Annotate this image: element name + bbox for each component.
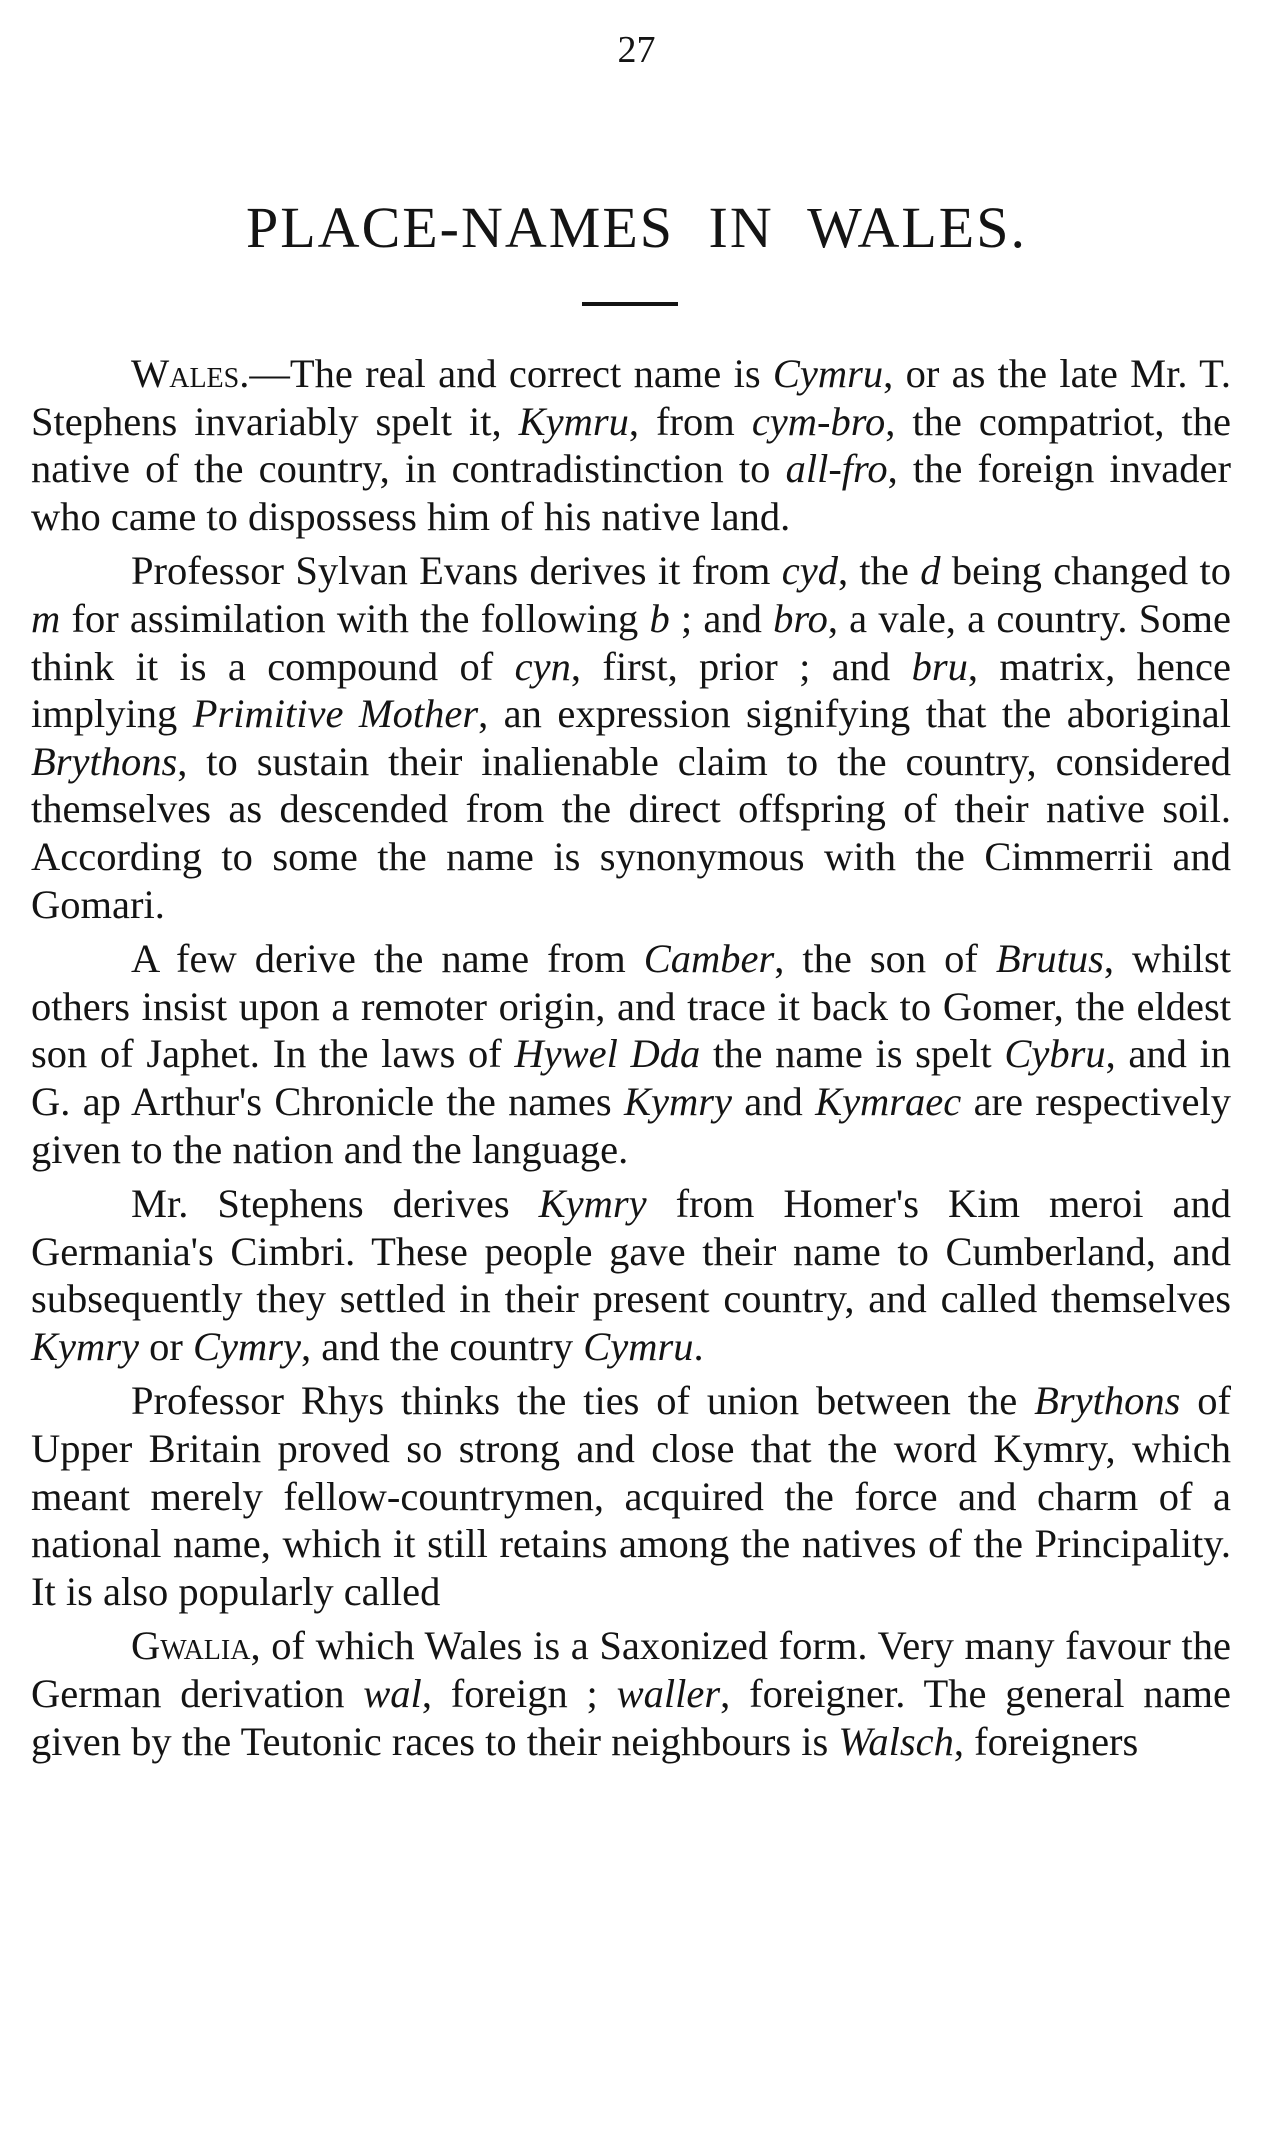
text-run: , foreigner. The general name given by the Teutonic races to their neighbours is <box>31 1671 1231 1764</box>
text-run: , first, prior ; and <box>570 643 912 689</box>
text-run: , foreigners <box>953 1718 1139 1764</box>
italic-term: b <box>649 595 670 641</box>
italic-term: Kymry <box>538 1181 647 1227</box>
text-run: , the <box>837 548 921 594</box>
text-run: of Upper Britain proved so strong and close that the word Kymry, which meant merely fellow-countrymen, acquired the force and charm of a national name, which it still retains among the natives of the Principality. It is also popularly called <box>31 1378 1231 1614</box>
paragraph <box>31 1622 1231 1765</box>
italic-term: bro <box>773 595 828 641</box>
text-run: are respectively given to the nation and the language. <box>31 1078 1231 1172</box>
paragraph <box>31 547 1231 928</box>
text-run: Professor Rhys thinks the ties of union between the <box>131 1378 1035 1424</box>
text-run: for assimilation with the following <box>60 595 650 641</box>
text-run: , a vale, a country. Some think it is a compound of <box>31 595 1231 689</box>
text-run: A few derive the name from <box>131 936 644 982</box>
italic-term: m <box>31 595 61 641</box>
text-run: being changed to <box>940 548 1231 594</box>
italic-term: bru <box>911 643 968 689</box>
text-run: , whilst others insist upon a remoter origin, and trace it back to Gomer, the eldest son of Japhet. In the laws of <box>31 936 1232 1077</box>
italic-term: Brutus <box>995 936 1104 982</box>
italic-term: Brythons <box>31 738 178 784</box>
italic-term: Walsch <box>838 1718 954 1764</box>
text-run: the name is spelt <box>700 1031 1005 1077</box>
text-run: ; and <box>669 595 774 641</box>
text-run: . <box>693 1323 704 1369</box>
italic-term: Cymru <box>772 351 884 396</box>
text-run: , the son of <box>774 936 996 982</box>
text-run: from Homer's Kim meroi and Germania's Cimbri. These people gave their name to Cumberland, and subsequently they settled in their present country, and called themselves <box>31 1181 1231 1322</box>
italic-term: Cymru <box>583 1323 694 1369</box>
paragraph <box>31 1377 1231 1615</box>
italic-term: Cybru <box>1004 1031 1106 1077</box>
italic-term: wal <box>363 1671 422 1717</box>
text-run: Mr. Stephens derives <box>131 1181 539 1227</box>
text-run: , and the country <box>300 1323 584 1369</box>
text-run: , the compatriot, the native of the country, in contradistinction to <box>31 398 1231 492</box>
italic-term: Hywel Dda <box>514 1031 701 1077</box>
text-run: and <box>731 1078 816 1124</box>
italic-term: all-fro <box>785 446 888 492</box>
italic-term: Kymraec <box>815 1078 962 1124</box>
italic-term: Kymru <box>518 398 629 444</box>
text-run: , of which Wales is a Saxonized form. Very many favour the German derivation <box>31 1623 1231 1717</box>
text-run: , or as the late Mr. T. Stephens invariably spelt it, <box>31 351 1231 444</box>
paragraph <box>31 350 1231 540</box>
text-run: , from <box>628 398 752 444</box>
italic-term: Camber <box>643 936 775 982</box>
italic-term: cym-bro <box>751 398 886 444</box>
italic-term: Kymry <box>31 1323 139 1369</box>
italic-term: Kymry <box>623 1078 732 1124</box>
italic-term: Primitive Mother <box>192 691 479 737</box>
italic-term: Brythons <box>1034 1378 1181 1424</box>
title-rule <box>582 302 678 306</box>
text-run: , the foreign invader who came to dispossess him of his native land. <box>31 446 1231 539</box>
page-title: PLACE-NAMES IN WALES. <box>246 195 1027 260</box>
italic-term: d <box>920 548 941 594</box>
text-run: , foreign ; <box>421 1671 617 1717</box>
italic-term: waller <box>616 1671 721 1717</box>
paragraph <box>31 1180 1231 1370</box>
text-run: .—The real and correct name is <box>239 351 773 396</box>
italic-term: cyd <box>781 548 838 594</box>
text-run: , and in G. ap Arthur's Chronicle the names <box>31 1031 1232 1124</box>
body-text <box>31 350 1231 1765</box>
text-run: or <box>138 1323 193 1369</box>
text-run: , matrix, hence implying <box>31 643 1231 737</box>
text-run: , to sustain their inalienable claim to the country, considered themselves as descended from the direct offspring of their native soil. According to some the name is synonymous with the Cimmerrii and Gomari. <box>31 738 1231 927</box>
page-number: 27 <box>617 29 656 71</box>
headword: Wales <box>131 351 240 396</box>
italic-term: cyn <box>514 643 571 689</box>
italic-term: Cymry <box>192 1323 301 1369</box>
text-run: , an expression signifying that the aboriginal <box>478 691 1232 737</box>
paragraph <box>31 935 1231 1173</box>
headword: Gwalia <box>131 1623 251 1669</box>
text-run: Professor Sylvan Evans derives it from <box>131 548 782 594</box>
